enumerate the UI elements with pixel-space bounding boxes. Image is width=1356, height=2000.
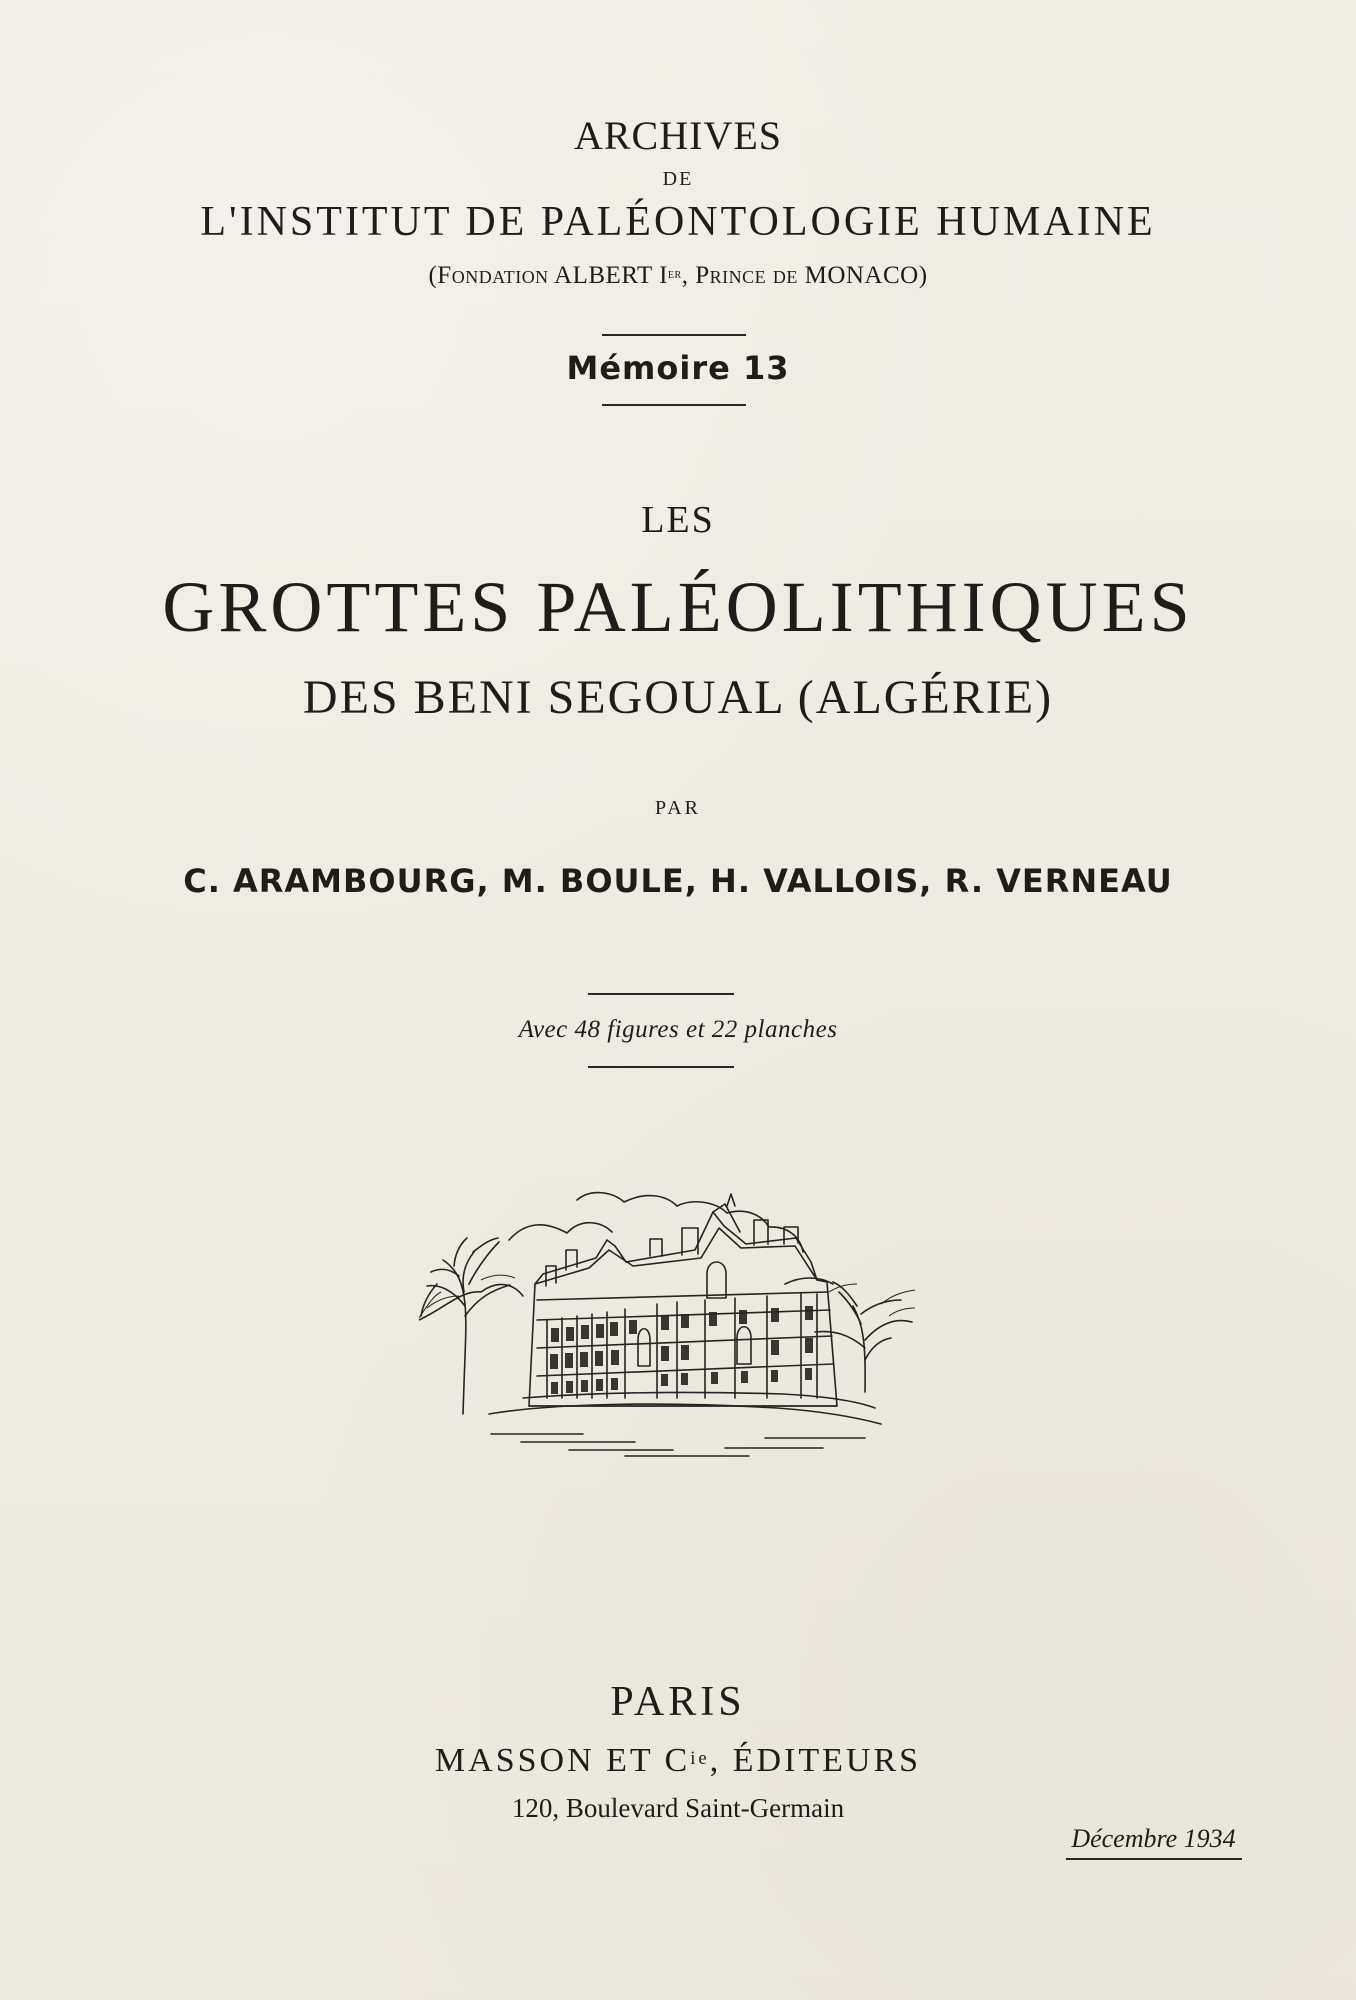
publisher-prefix: MASSON ET C (434, 1742, 691, 1779)
memoire-rule-bottom (602, 404, 746, 406)
fondation-close: , Prince de MONACO) (681, 262, 928, 289)
memoire-rule-top (602, 334, 746, 336)
par-word: PAR (654, 797, 702, 819)
institute-heading: L'INSTITUT DE PALÉONTOLOGIE HUMAINE (200, 199, 1156, 245)
date-underline (1066, 1858, 1242, 1860)
main-title: GROTTES PALÉOLITHIQUES (162, 567, 1194, 647)
memoire-number: Mémoire 13 (566, 349, 790, 387)
figures-rule-top (588, 993, 734, 995)
publication-date: Décembre 1934 (1071, 1824, 1236, 1853)
figures-rule-bottom (588, 1066, 734, 1068)
fondation-line (0, 262, 1356, 290)
figures-count: Avec 48 figures et 22 planches (518, 1016, 838, 1043)
city: PARIS (610, 1679, 746, 1725)
publisher-address: 120, Boulevard Saint-Germain (511, 1793, 845, 1823)
publisher-suffix: , ÉDITEURS (709, 1742, 922, 1779)
publisher-name (0, 1742, 1356, 1780)
institute-building-engraving (419, 1188, 919, 1468)
de-word: DE (662, 168, 694, 190)
authors-list: C. ARAMBOURG, M. BOULE, H. VALLOIS, R. VERNEAU (183, 862, 1173, 900)
fondation-open: (Fondation ALBERT I (428, 262, 668, 289)
fondation-superscript: er (667, 266, 682, 282)
subtitle: DES BENI SEGOUAL (ALGÉRIE) (302, 671, 1054, 724)
title-article: LES (641, 499, 715, 541)
archives-heading: ARCHIVES (573, 113, 783, 158)
publisher-superscript: ie (690, 1748, 710, 1770)
